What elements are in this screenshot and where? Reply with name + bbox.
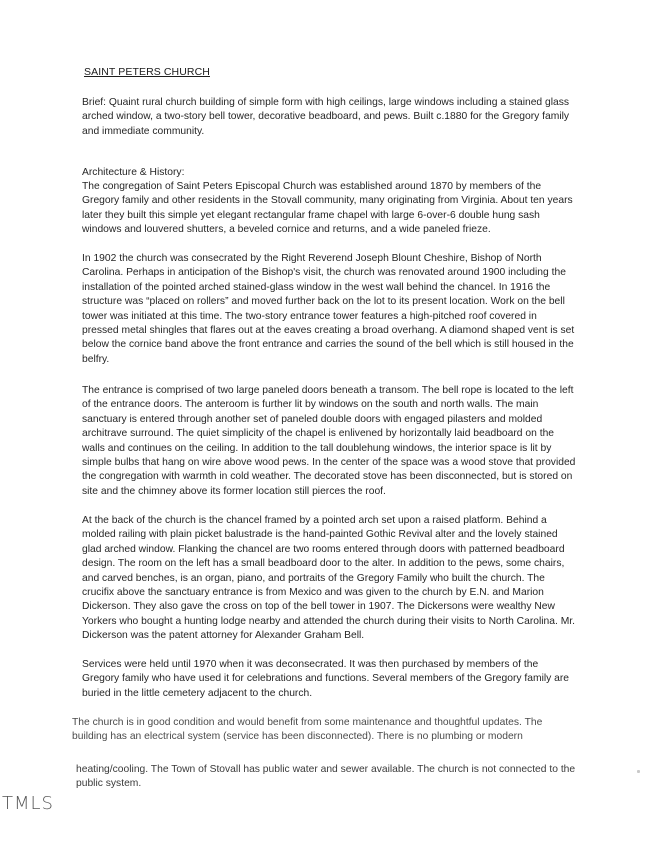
- history-paragraph-3: The entrance is comprised of two large paneled doors beneath a transom. The bell rope is located to the left of the entrance doors. The anteroom is further lit by windows on the south and north walls. The main sanctuary is entered through another set of paneled double doors with engaged pilasters and molded architrave surround. The quiet simplicity of the chapel is enlivened by horizontally laid beadboard on the walls and continues on the ceiling. In addition to the tall doublehung windows, the interior space is lit by simple bulbs that hang on wire above wood pews. In the center of the space was a wood stove that provided the congregation with warmth in cold weather. The decorated stove has been disconnected, but is stored on site and the chimney above its former location still pierces the roof.: [82, 385, 576, 497]
- history-paragraph-4: At the back of the church is the chancel framed by a pointed arch set upon a raised platform. Behind a molded railing with plain picket balustrade is the hand-painted Gothic Revival alter and the lovely stained glad arched window. Flanking the chancel are two rooms entered through doors with patterned beadboard design. The room on the left has a small beadboard door to the alter. In addition to the pews, some chairs, and carved benches, is an organ, piano, and portraits of the Gregory Family who built the church. The crucifix above the sanctuary entrance is from Mexico and was given to the church by E.N. and Marion Dickerson. They also gave the cross on top of the bell tower in 1907. The Dickersons were wealthy New Yorkers who bought a hunting lodge nearby and attended the church during their visits to North Carolina. Mr. Dickerson was the patent attorney for Alexander Graham Bell.: [82, 515, 576, 642]
- tmls-watermark: TMLS: [2, 793, 54, 814]
- history-paragraph-5: Services were held until 1970 when it was deconsecrated. It was then purchased by members of the Gregory family who have used it for celebrations and functions. Several members of the Gregory family are buried in the little cemetery adjacent to the church.: [82, 659, 570, 699]
- scan-speck: [637, 770, 640, 773]
- history-heading: Architecture & History:: [82, 167, 185, 178]
- document-title: SAINT PETERS CHURCH: [84, 66, 210, 78]
- condition-paragraph: The church is in good condition and would benefit from some maintenance and thoughtful updates. The building has an electrical system (service has been disconnected). There is no plumbing or modern: [72, 717, 543, 743]
- history-paragraph-2: In 1902 the church was consecrated by the Right Reverend Joseph Blount Cheshire, Bishop of North Carolina. Perhaps in anticipation of the Bishop's visit, the church was renovated around 1900 including the installation of the pointed arched stained-glass window in the west wall behind the chancel. In 1916 the structure was “placed on rollers” and moved further back on the lot to its present location. Work on the bell tower was initiated at this time. The two-story entrance tower features a high-pitched roof covered in pressed metal shingles that flares out at the eaves creating a broad overhang. A diamond shaped vent is set below the cornice band above the front entrance and carries the sound of the bell which is still housed in the belfry.: [82, 253, 575, 365]
- history-paragraph-1: The congregation of Saint Peters Episcopal Church was established around 1870 by members of the Gregory family and other residents in the Stovall community, many originating from Virginia. About ten years later they built this simple yet elegant rectangular frame chapel with large 6-over-6 double hung sash windows and louvered shutters, a beveled cornice and returns, and a wide paneled frieze.: [82, 181, 573, 236]
- condition-paragraph-continued: heating/cooling. The Town of Stovall has public water and sewer available. The church is not connected to the public system.: [76, 764, 576, 790]
- brief-paragraph: Brief: Quaint rural church building of simple form with high ceilings, large windows including a stained glass arched window, a two-story bell tower, decorative beadboard, and pews. Built c.1880 for the Gregory family and immediate community.: [82, 97, 570, 137]
